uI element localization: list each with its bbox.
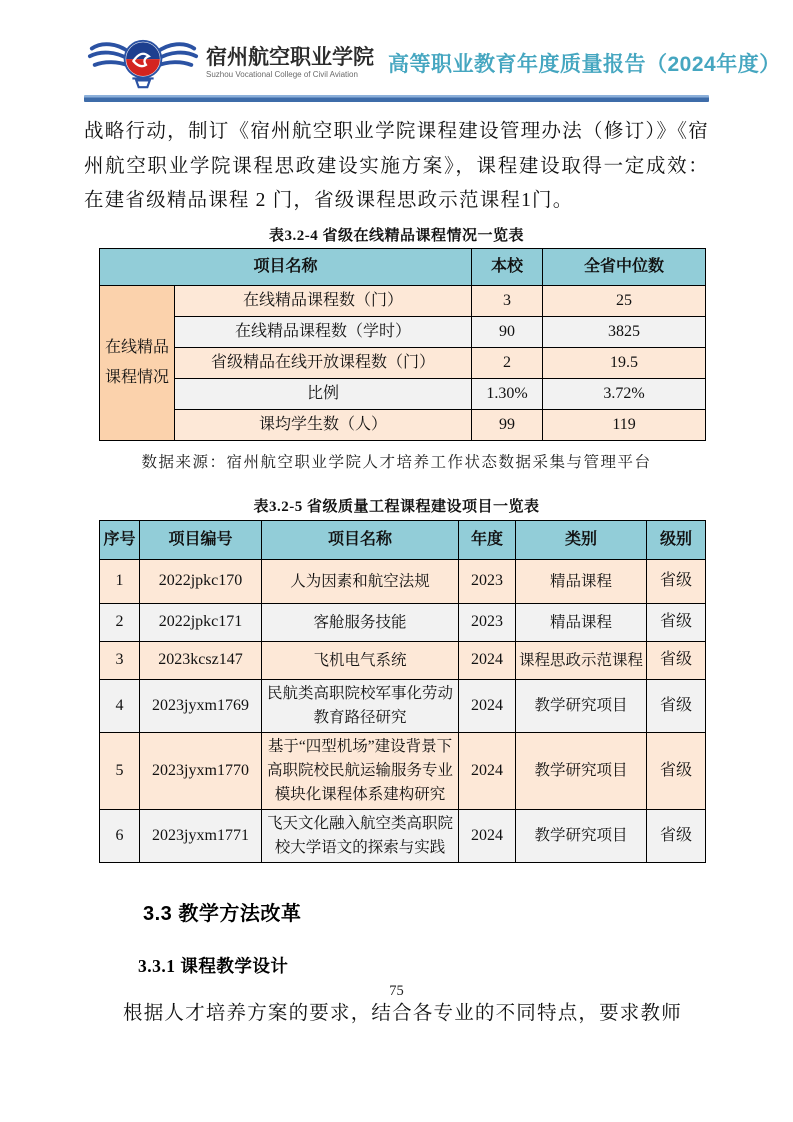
data-source-note: 数据来源：宿州航空职业学院人才培养工作状态数据采集与管理平台 [141,454,652,472]
table-online-premium-courses [99,248,706,441]
page-number: 75 [389,983,404,999]
column-header: 序号 [100,521,140,560]
table-row [100,560,706,604]
page-header [0,0,793,93]
column-header: 年度 [459,521,516,560]
table-cell: 25 [543,286,706,317]
table-cell: 2 [100,604,140,642]
column-header: 项目名称 [100,249,472,286]
table-cell: 90 [472,317,543,348]
column-header: 项目编号 [140,521,262,560]
table-row [100,348,706,379]
table-cell: 1.30% [472,379,543,410]
table-cell: 在线精品课程数（学时） [175,317,472,348]
table-cell: 4 [100,680,140,733]
table-cell: 基于“四型机场”建设背景下高职院校民航运输服务专业模块化课程体系建构研究 [262,733,459,810]
table-cell: 3 [100,642,140,680]
table-quality-projects [99,520,706,863]
table-header-row [100,521,706,560]
table-cell: 2022jpkc171 [140,604,262,642]
table-cell: 飞天文化融入航空类高职院校大学语文的探索与实践 [262,810,459,863]
table-cell: 省级 [647,733,706,810]
college-logo-icon [84,35,202,91]
college-name-english: Suzhou Vocational College of Civil Aviation [206,69,358,79]
table-cell: 比例 [175,379,472,410]
college-name: 宿州航空职业学院 [206,45,374,69]
column-header: 类别 [516,521,647,560]
table-cell: 2022jpkc170 [140,560,262,604]
table-row [100,317,706,348]
table-cell: 2023jyxm1769 [140,680,262,733]
table-row [100,410,706,441]
table-cell: 2024 [459,810,516,863]
table-cell: 2023kcsz147 [140,642,262,680]
table-cell: 5 [100,733,140,810]
intro-paragraph: 战略行动，制订《宿州航空职业学院课程建设管理办法（修订）》《宿州航空职业学院课程思政建设实施方案》，课程建设取得一定成效：在建省级精品课程 2 门，省级课程思政示范课程1门。 [84,121,709,212]
table-cell: 民航类高职院校军事化劳动教育路径研究 [262,680,459,733]
table-cell: 课程思政示范课程 [516,642,647,680]
table1-caption: 表3.2-4 省级在线精品课程情况一览表 [269,228,524,245]
table-cell: 2024 [459,642,516,680]
table-cell: 2023jyxm1770 [140,733,262,810]
table-cell: 3 [472,286,543,317]
section-paragraph: 根据人才培养方案的要求，结合各专业的不同特点，要求教师 [123,1003,682,1025]
table-cell: 6 [100,810,140,863]
table-row [100,680,706,733]
table-cell: 飞机电气系统 [262,642,459,680]
table-header-row [100,249,706,286]
table-cell: 省级 [647,560,706,604]
table2-caption: 表3.2-5 省级质量工程课程建设项目一览表 [253,499,540,516]
table-cell: 教学研究项目 [516,733,647,810]
subsection-heading-3-3-1: 3.3.1 课程教学设计 [138,956,289,977]
table-row [100,286,706,317]
table-cell: 2023 [459,560,516,604]
table-row [100,810,706,863]
table-cell: 99 [472,410,543,441]
table-cell: 精品课程 [516,560,647,604]
table-cell: 2 [472,348,543,379]
table-cell: 2023 [459,604,516,642]
table-cell: 省级 [647,604,706,642]
merged-row-header: 在线精品课程情况 [100,286,175,441]
header-divider [84,95,709,102]
table-cell: 精品课程 [516,604,647,642]
table-cell: 省级精品在线开放课程数（门） [175,348,472,379]
table-cell: 2024 [459,680,516,733]
college-identity [206,47,374,79]
column-header: 项目名称 [262,521,459,560]
table-cell: 1 [100,560,140,604]
table-cell: 省级 [647,680,706,733]
table-cell: 在线精品课程数（门） [175,286,472,317]
table-cell: 19.5 [543,348,706,379]
table-cell: 省级 [647,810,706,863]
table-row [100,642,706,680]
table-row [100,379,706,410]
column-header: 全省中位数 [543,249,706,286]
table-cell: 教学研究项目 [516,810,647,863]
table-cell: 2024 [459,733,516,810]
table-cell: 2023jyxm1771 [140,810,262,863]
table-row [100,604,706,642]
table-cell: 3825 [543,317,706,348]
table-cell: 119 [543,410,706,441]
table-cell: 教学研究项目 [516,680,647,733]
table-cell: 省级 [647,642,706,680]
table-cell: 3.72% [543,379,706,410]
section-heading-3-3: 3.3 教学方法改革 [143,903,302,926]
table-cell: 人为因素和航空法规 [262,560,459,604]
table-cell: 课均学生数（人） [175,410,472,441]
column-header: 本校 [472,249,543,286]
report-title: 高等职业教育年度质量报告（2024年度） [388,53,781,76]
column-header: 级别 [647,521,706,560]
table-cell: 客舱服务技能 [262,604,459,642]
table-row [100,733,706,810]
page-content [0,115,793,1032]
